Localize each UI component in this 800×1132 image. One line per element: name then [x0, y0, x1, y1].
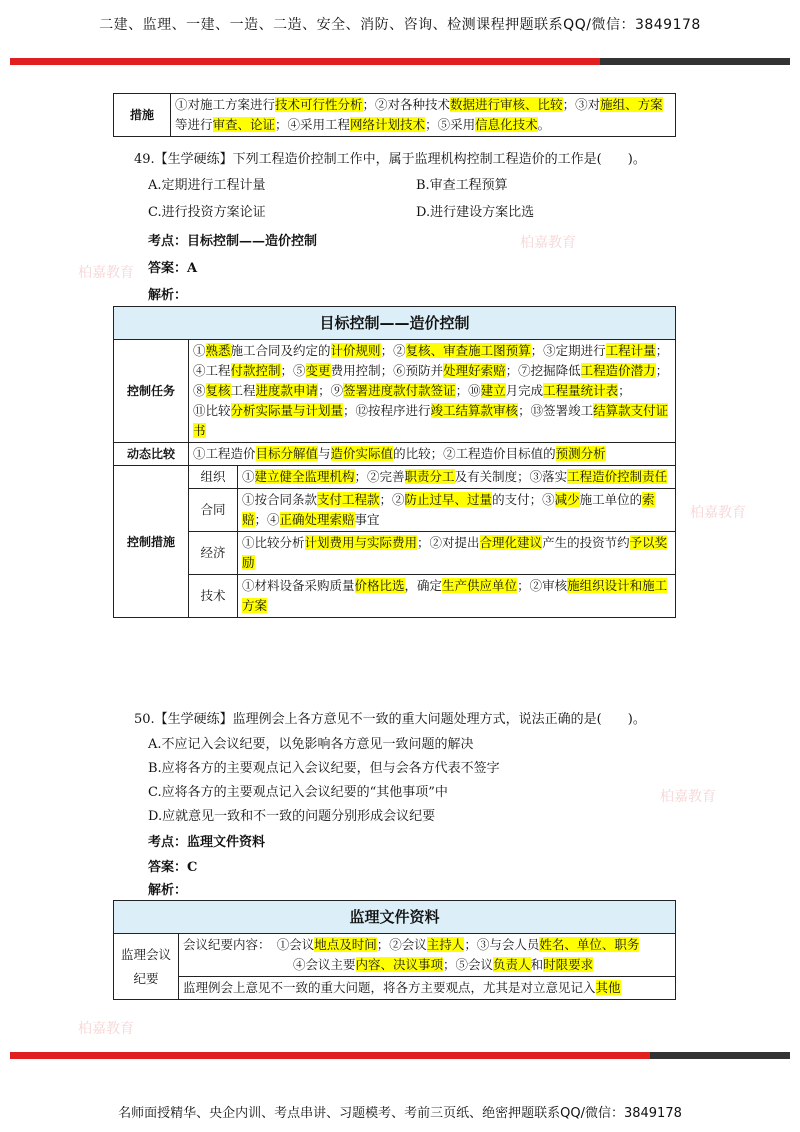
- text-segment: 等进行: [175, 117, 213, 132]
- text-segment: ④会议主要: [293, 957, 356, 972]
- text-segment: ；②: [379, 492, 405, 507]
- question-50-stem: 50.【生学硬练】监理例会上各方意见不一致的重大问题处理方式，说法正确的是( )。: [134, 712, 646, 727]
- highlighted-text: 付款控制: [230, 363, 281, 378]
- highlighted-text: 计价规则: [330, 343, 381, 358]
- highlighted-text: 其他: [595, 980, 621, 995]
- text-segment: ；②完善: [354, 469, 405, 484]
- highlighted-text: 分析实际量与计划量: [230, 403, 344, 418]
- highlighted-text: 复核、审查施工图预算: [405, 343, 531, 358]
- highlighted-text: 技术可行性分析: [275, 97, 363, 112]
- question-49-stem: 49.【生学硬练】下列工程造价控制工作中，属于监理机构控制工程造价的工作是( )。: [134, 152, 646, 167]
- highlighted-text: 复核: [205, 383, 231, 398]
- q50-option-a: A.不应记入会议纪要，以免影响各方意见一致问题的解决: [148, 737, 474, 752]
- highlighted-text: 主持人: [426, 937, 465, 952]
- measures-label: 措施: [114, 94, 171, 137]
- text-segment: ①按合同条款: [242, 492, 318, 507]
- measure-economic-content: [238, 532, 676, 575]
- watermark-logo: 柏嘉教育: [78, 1021, 134, 1037]
- highlighted-text: 变更: [305, 363, 331, 378]
- measure-tech-content: [238, 575, 676, 618]
- text-segment: ⑪比较: [193, 403, 231, 418]
- q50-option-d: D.应就意见一致和不一致的问题分别形成会议纪要: [148, 809, 436, 824]
- q49-kaodian: 考点：目标控制——造价控制: [148, 234, 318, 249]
- text-segment: ⑧: [193, 383, 206, 398]
- text-segment: ；: [618, 383, 631, 398]
- highlighted-text: 工程造价控制责任: [567, 469, 668, 484]
- watermark-logo: 柏嘉教育: [520, 235, 576, 251]
- text-segment: ；: [655, 343, 669, 358]
- measure-org-name: 组织: [189, 466, 238, 489]
- text-segment: ；②审核: [517, 578, 568, 593]
- control-task-label: 控制任务: [114, 340, 189, 443]
- text-segment: ①比较分析: [242, 535, 305, 550]
- q50-kaodian: 考点：监理文件资料: [148, 835, 266, 850]
- text-segment: ①材料设备采购质量: [242, 578, 355, 593]
- text-segment: ，确定: [404, 578, 443, 593]
- supervision-docs-title: 监理文件资料: [114, 901, 676, 934]
- text-segment: ①: [193, 343, 206, 358]
- highlighted-text: 造价实际值: [330, 446, 394, 461]
- highlighted-text: 审查、论证: [212, 117, 276, 132]
- page-header: 二建、监理、一建、一造、二造、安全、消防、咨询、检测课程押题联系QQ/微信：3849178: [99, 17, 701, 33]
- dynamic-compare-label: 动态比较: [114, 443, 189, 466]
- text-segment: ；⑬签署竣工: [518, 403, 594, 418]
- text-segment: ①: [242, 469, 255, 484]
- watermark-logo: 柏嘉教育: [690, 505, 746, 521]
- measure-economic-name: 经济: [189, 532, 238, 575]
- page-footer: 名师面授精华、央企内训、考点串讲、习题模考、考前三页纸、绝密押题联系QQ/微信：3849178: [118, 1106, 682, 1121]
- q50-option-c: C.应将各方的主要观点记入会议纪要的“其他事项”中: [148, 785, 448, 800]
- meeting-minutes-label: 监理会议纪要: [114, 934, 179, 1000]
- highlighted-text: 内容、决议事项: [355, 957, 444, 972]
- highlighted-text: 时限要求: [543, 957, 594, 972]
- text-segment: 月完成: [505, 383, 544, 398]
- highlighted-text: 工程计量: [605, 343, 656, 358]
- q49-analysis-label: 解析：: [148, 288, 188, 303]
- supervision-docs-table: [113, 900, 676, 1000]
- text-segment: 施工单位的: [579, 492, 643, 507]
- highlighted-text: 预测分析: [555, 446, 606, 461]
- highlighted-text: 进度款申请: [255, 383, 319, 398]
- highlighted-text: 价格比选: [354, 578, 405, 593]
- header-band: [10, 58, 790, 65]
- dynamic-compare-content: [189, 443, 676, 466]
- highlighted-text: 施组织设计和施工方案: [242, 578, 668, 613]
- footer-band: [10, 1052, 790, 1059]
- highlighted-text: 施组、方案: [600, 97, 663, 112]
- control-measure-label: 控制措施: [114, 466, 189, 618]
- text-segment: 产生的投资节约: [542, 535, 630, 550]
- meeting-minutes-content: [179, 934, 676, 977]
- highlighted-text: 予以奖励: [242, 535, 668, 570]
- measure-contract-content: [238, 489, 676, 532]
- text-segment: ；⑤: [280, 363, 306, 378]
- text-segment: 的比较；②工程造价目标值的: [393, 446, 556, 461]
- highlighted-text: 索赔: [242, 492, 655, 527]
- text-segment: ；②会议: [376, 937, 427, 952]
- text-segment: 的支付；③: [492, 492, 555, 507]
- q49-option-d: D.进行建设方案比选: [416, 205, 535, 220]
- cost-control-table: [113, 306, 676, 618]
- highlighted-text: 计划费用与实际费用: [304, 535, 418, 550]
- text-segment: ；④采用工程: [275, 117, 351, 132]
- highlighted-text: 正确处理索赔: [279, 512, 355, 527]
- text-segment: 工程: [230, 383, 256, 398]
- measure-contract-name: 合同: [189, 489, 238, 532]
- text-segment: ；⑤采用: [425, 117, 476, 132]
- text-segment: 。: [537, 117, 551, 132]
- measure-org-content: [238, 466, 676, 489]
- text-segment: ；: [655, 363, 669, 378]
- text-segment: 监理例会上意见不一致的重大问题，将各方主要观点，尤其是对立意见记入: [183, 980, 596, 995]
- highlighted-text: 地点及时间: [314, 937, 377, 952]
- q50-analysis-label: 解析：: [148, 883, 188, 898]
- highlighted-text: 生产供应单位: [442, 578, 518, 593]
- text-segment: 及有关制度；③落实: [454, 469, 568, 484]
- highlighted-text: 建立: [480, 383, 506, 398]
- text-segment: ；③对: [562, 97, 601, 112]
- text-segment: 费用控制；⑥预防并: [330, 363, 444, 378]
- text-segment: 施工合同及约定的: [230, 343, 331, 358]
- highlighted-text: 信息化技术: [475, 117, 538, 132]
- measure-tech-name: 技术: [189, 575, 238, 618]
- q50-option-b: B.应将各方的主要观点记入会议纪要，但与会各方代表不签字: [148, 761, 500, 776]
- text-segment: ；③定期进行: [530, 343, 606, 358]
- highlighted-text: 工程量统计表: [543, 383, 619, 398]
- highlighted-text: 工程造价潜力: [580, 363, 656, 378]
- highlighted-text: 数据进行审核、比较: [450, 97, 563, 112]
- text-segment: ④工程: [193, 363, 231, 378]
- highlighted-text: 熟悉: [205, 343, 231, 358]
- highlighted-text: 合理化建议: [479, 535, 543, 550]
- highlighted-text: 建立健全监理机构: [254, 469, 355, 484]
- highlighted-text: 负责人: [493, 957, 531, 972]
- highlighted-text: 减少: [554, 492, 580, 507]
- highlighted-text: 姓名、单位、职务: [539, 937, 640, 952]
- text-segment: 事宜: [354, 512, 380, 527]
- text-segment: ；②对各种技术: [362, 97, 451, 112]
- text-segment: ；②对提出: [417, 535, 480, 550]
- text-segment: ①对施工方案进行: [175, 97, 276, 112]
- highlighted-text: 支付工程款: [317, 492, 380, 507]
- q49-option-c: C.进行投资方案论证: [148, 205, 266, 220]
- highlighted-text: 签署进度款付款签证: [343, 383, 456, 398]
- watermark-logo: 柏嘉教育: [78, 265, 134, 281]
- highlighted-text: 职责分工: [404, 469, 455, 484]
- text-segment: 会议纪要内容： ①会议: [183, 937, 315, 952]
- measures-table: [113, 93, 676, 137]
- q49-option-a: A.定期进行工程计量: [148, 178, 266, 193]
- q49-option-b: B.审查工程预算: [416, 178, 508, 193]
- text-segment: ；⑨: [318, 383, 344, 398]
- highlighted-text: 网络计划技术: [350, 117, 426, 132]
- text-segment: 和: [530, 957, 544, 972]
- text-segment: ；⑩: [455, 383, 481, 398]
- control-task-content: [189, 340, 676, 443]
- meeting-minutes-note: [179, 977, 676, 1000]
- text-segment: ①工程造价: [193, 446, 256, 461]
- text-segment: ；③与会人员: [464, 937, 540, 952]
- highlighted-text: 处理好索赔: [443, 363, 506, 378]
- highlighted-text: 结算款支付证书: [193, 403, 669, 438]
- highlighted-text: 防止过早、过量: [404, 492, 493, 507]
- q49-answer: 答案：A: [148, 261, 198, 276]
- text-segment: ；⑫按程序进行: [343, 403, 431, 418]
- watermark-logo: 柏嘉教育: [660, 789, 716, 805]
- text-segment: 与: [318, 446, 331, 461]
- measures-content: [171, 94, 676, 137]
- text-segment: ；②: [380, 343, 406, 358]
- q50-answer: 答案：C: [148, 860, 198, 875]
- text-segment: ；④: [254, 512, 280, 527]
- text-segment: ；⑤会议: [443, 957, 494, 972]
- text-segment: ；⑦挖掘降低: [505, 363, 581, 378]
- cost-control-title: 目标控制——造价控制: [114, 307, 676, 340]
- highlighted-text: 目标分解值: [255, 446, 319, 461]
- highlighted-text: 竣工结算款审核: [430, 403, 519, 418]
